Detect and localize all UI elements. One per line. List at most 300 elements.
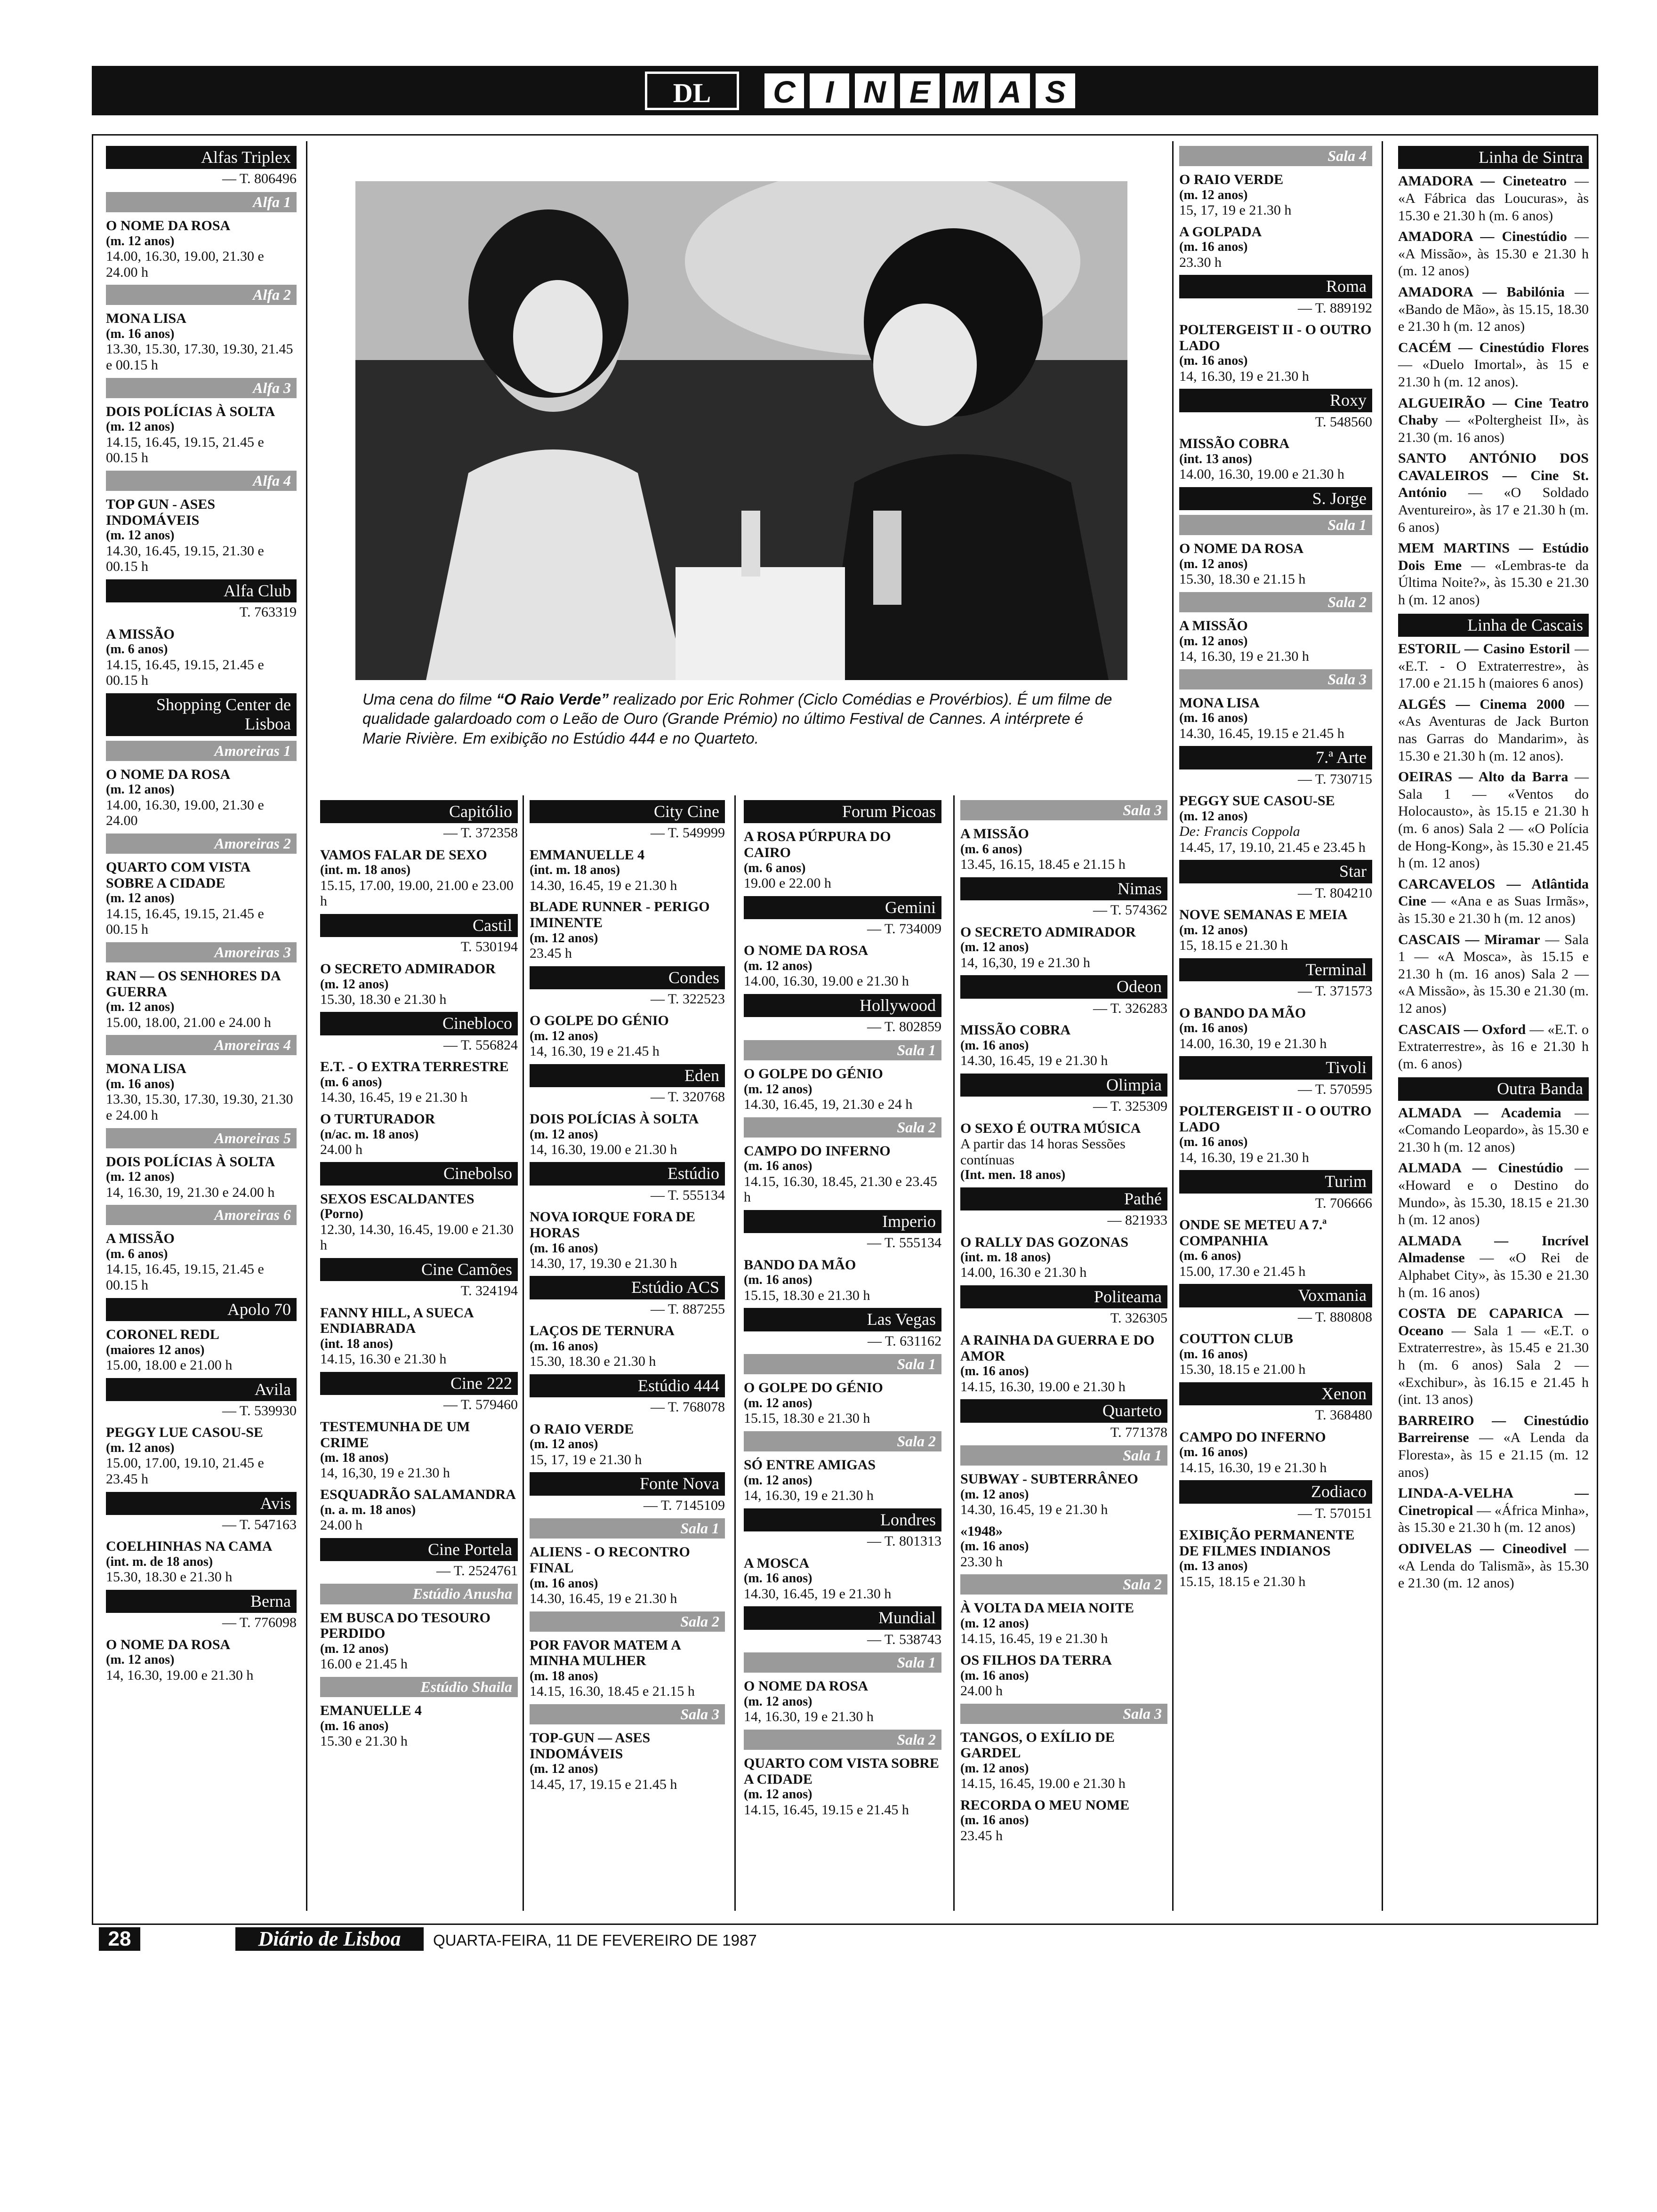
- section-title: [763, 72, 1079, 110]
- age-rating: (m. 16 anos): [960, 1038, 1029, 1053]
- phone-number: — T. 631162: [868, 1333, 941, 1349]
- film-title: VAMOS FALAR DE SEXO: [320, 847, 487, 863]
- film-title: O RAIO VERDE: [530, 1421, 634, 1437]
- screen-label: Sala 1: [1179, 515, 1372, 535]
- regional-listing: [1398, 1305, 1589, 1409]
- phone-number: T. 368480: [1315, 1407, 1372, 1423]
- showtimes: 15.30, 18.30 e 21.15 h: [1179, 571, 1306, 587]
- screen-label: Sala 3: [1179, 669, 1372, 689]
- film-title: COUTTON CLUB: [1179, 1331, 1293, 1347]
- showtimes: 12.30, 14.30, 16.45, 19.00 e 21.30 h: [320, 1221, 514, 1253]
- screen-label: Sala 2: [1179, 592, 1372, 612]
- age-rating: (m. 16 anos): [1179, 1346, 1248, 1362]
- showtimes: 15.00, 17.30 e 21.45 h: [1179, 1263, 1306, 1279]
- age-rating: (m. 16 anos): [530, 1576, 598, 1591]
- regional-listing-text: — «A Fábrica das Loucuras», às 15.30 e 21.30 h (m. 6 anos): [1398, 173, 1589, 224]
- screen-label: Sala 3: [960, 800, 1167, 820]
- film-title: POR FAVOR MATEM A MINHA MULHER: [530, 1637, 681, 1669]
- regional-listing: [1398, 1540, 1589, 1592]
- regional-listing: [1398, 1412, 1589, 1481]
- film-title: BANDO DA MÃO: [744, 1257, 856, 1273]
- age-rating: (m. 16 anos): [530, 1338, 598, 1354]
- screen-label: Sala 3: [960, 1704, 1167, 1724]
- age-rating: (m. 12 anos): [106, 1000, 175, 1015]
- film-title: A MOSCA: [744, 1555, 810, 1571]
- regional-listing-text: — «A Lenda do Talismã», às 15.30 e 21.30 (m. 12 anos): [1398, 1540, 1589, 1591]
- film-title: ONDE SE METEU A 7.ª COMPANHIA: [1179, 1217, 1327, 1249]
- section-letter: N: [853, 72, 896, 110]
- regional-listing-text: — «Comando Leopardo», às 15.30 e 21.30 h (m. 12 anos): [1398, 1105, 1589, 1155]
- age-rating: (m. 12 anos): [106, 782, 175, 797]
- regional-listing: [1398, 641, 1589, 692]
- screen-label: Sala 2: [744, 1431, 941, 1451]
- showtimes: 14.45, 17, 19.15 e 21.45 h: [530, 1776, 677, 1792]
- age-rating: (m. 12 anos): [744, 1787, 812, 1802]
- film-title: ALIENS - O RECONTRO FINAL: [530, 1544, 690, 1576]
- phone-number: — T. 768078: [650, 1399, 725, 1415]
- regional-listing-text: — «Duelo Imortal», às 15 e 21.30 h (m. 12 anos).: [1398, 357, 1589, 390]
- regional-cinema-name: ALGÉS — Cinema 2000: [1398, 696, 1565, 712]
- showtimes: 14.15, 16.45, 19.00 e 21.30 h: [960, 1776, 1126, 1792]
- showtimes: 15.15, 18.30 e 21.30 h: [744, 1411, 870, 1427]
- showtimes: 14.15, 16.30, 19.00 e 21.30 h: [960, 1378, 1126, 1395]
- age-rating: (m. 16 anos): [106, 327, 175, 341]
- screen-label: Sala 1: [960, 1445, 1167, 1466]
- film-title: MONA LISA: [1179, 695, 1260, 711]
- regional-listing: [1398, 1021, 1589, 1073]
- age-rating: (n/ac. m. 18 anos): [320, 1127, 419, 1142]
- age-rating: (m. 6 anos): [1179, 1249, 1241, 1264]
- listing-column-7: [1398, 141, 1589, 1592]
- cinema-name-header: Londres: [744, 1508, 941, 1531]
- showtimes: 14.15, 16.30, 19 e 21.30 h: [1179, 1459, 1327, 1475]
- showtimes: 14.30, 16.45, 19 e 21.30 h: [530, 1590, 677, 1606]
- film-title: MISSÃO COBRA: [1179, 436, 1290, 452]
- showtimes: 15.30, 18.30 e 21.30 h: [320, 991, 447, 1007]
- cinema-name-header: 7.ª Arte: [1179, 746, 1372, 769]
- showtimes: 15, 18.15 e 21.30 h: [1179, 938, 1288, 954]
- film-title: DOIS POLÍCIAS À SOLTA: [530, 1111, 699, 1127]
- showtimes: A partir das 14 horas Sessões contínuas: [960, 1136, 1126, 1168]
- phone-number: — T. 547163: [222, 1516, 297, 1532]
- regional-listing: [1398, 696, 1589, 765]
- film-title: O RAIO VERDE: [1179, 172, 1284, 188]
- age-rating: (m. 16 anos): [106, 1076, 175, 1091]
- cinema-name-header: City Cine: [530, 800, 725, 823]
- film-title: TOP GUN - ASES INDOMÁVEIS: [106, 497, 216, 528]
- film-title: FANNY HILL, A SUECA ENDIABRADA: [320, 1305, 474, 1337]
- age-rating: (m. 16 anos): [1179, 353, 1248, 369]
- screen-label: Amoreiras 2: [106, 834, 297, 854]
- cinema-name-header: Avis: [106, 1492, 297, 1515]
- showtimes: 14.15, 16.30, 18.45 e 21.15 h: [530, 1683, 695, 1699]
- film-title: EMANUELLE 4: [320, 1703, 422, 1718]
- film-title: A ROSA PÚRPURA DO CAIRO: [744, 829, 891, 860]
- showtimes: 14, 16.30, 19.00 e 21.30 h: [530, 1141, 677, 1157]
- page-number: 28: [99, 1927, 140, 1951]
- showtimes: 14.30, 16.45, 19 e 21.30 h: [320, 1090, 468, 1106]
- film-title: MONA LISA: [106, 1061, 186, 1077]
- cinema-name-header: Hollywood: [744, 994, 941, 1017]
- age-rating: (m. 12 anos): [1179, 809, 1248, 824]
- listing-column-4: [744, 795, 941, 1818]
- cinema-name-header: Imperio: [744, 1210, 941, 1233]
- showtimes: 14.15, 16.30 e 21.30 h: [320, 1351, 447, 1367]
- screen-label: Alfa 1: [106, 192, 297, 212]
- showtimes: 14.30, 16.45, 19 e 21.30 h: [960, 1053, 1108, 1069]
- film-title: CAMPO DO INFERNO: [744, 1143, 891, 1159]
- showtimes: 14.30, 16.45, 19, 21.30 e 24 h: [744, 1097, 913, 1112]
- film-title: A MISSÃO: [106, 1231, 175, 1247]
- film-title: O GOLPE DO GÉNIO: [744, 1066, 883, 1082]
- age-rating: (Porno): [320, 1207, 363, 1222]
- age-rating: (m. 16 anos): [960, 1813, 1029, 1828]
- cinema-name-header: Olimpia: [960, 1074, 1167, 1097]
- showtimes: 15.15, 17.00, 19.00, 21.00 e 23.00 h: [320, 877, 514, 909]
- age-rating: (int. 18 anos): [320, 1337, 393, 1352]
- phone-number: T. 326305: [1110, 1310, 1167, 1326]
- regional-listing: [1398, 339, 1589, 391]
- film-title: A GOLPADA: [1179, 224, 1262, 240]
- regional-cinema-name: MEM MARTINS — Estúdio Dois Eme: [1398, 540, 1589, 573]
- regional-listing: [1398, 540, 1589, 609]
- screen-label: Sala 1: [530, 1518, 725, 1539]
- regional-listing-text: — «A Lenda da Floresta», às 15 e 21.15 (m. 12 anos): [1398, 1430, 1589, 1480]
- showtimes: 14.00, 16.30 e 21.30 h: [960, 1265, 1087, 1281]
- showtimes: 23.30 h: [960, 1554, 1003, 1570]
- listing-column-5: [960, 795, 1167, 1843]
- film-title: O NOME DA ROSA: [106, 1636, 231, 1652]
- age-rating: (m. 16 anos): [1179, 1445, 1248, 1460]
- cinema-name-header: Berna: [106, 1590, 297, 1613]
- regional-cinema-name: LINDA-A-VELHA — Cinetropical: [1398, 1485, 1589, 1518]
- regional-listing-text: — «E.T. o Extraterrestre», às 16 e 21.30 h (m. 6 anos): [1398, 1021, 1589, 1072]
- regional-listing: [1398, 284, 1589, 336]
- showtimes: 23.45 h: [960, 1827, 1003, 1843]
- film-title: SUBWAY - SUBTERRÂNEO: [960, 1471, 1138, 1487]
- phone-number: T. 530194: [460, 939, 518, 955]
- regional-listing: [1398, 769, 1589, 872]
- film-title: O GOLPE DO GÉNIO: [744, 1380, 883, 1396]
- column-rule: [734, 795, 736, 1911]
- film-title: LAÇOS DE TERNURA: [530, 1323, 675, 1339]
- cinema-name-header: Voxmania: [1179, 1284, 1372, 1307]
- showtimes: 14.00, 16.30, 19.00 e 21.30 h: [744, 973, 909, 989]
- phone-number: — T. 806496: [222, 171, 297, 187]
- showtimes: 14.15, 16.30, 18.45, 21.30 e 23.45 h: [744, 1173, 937, 1205]
- showtimes: 15, 17, 19 e 21.30 h: [530, 1451, 642, 1467]
- film-title: QUARTO COM VISTA SOBRE A CIDADE: [744, 1755, 939, 1787]
- age-rating: (m. 12 anos): [744, 1473, 812, 1488]
- film-title: RECORDA O MEU NOME: [960, 1797, 1130, 1813]
- regional-cinema-name: CASCAIS — Miramar: [1398, 931, 1540, 947]
- photo-illustration: [355, 181, 1127, 680]
- section-letter: E: [898, 72, 941, 110]
- phone-number: T. 706666: [1315, 1195, 1372, 1211]
- age-rating: (m. 12 anos): [530, 1029, 598, 1044]
- age-rating: (int. m. 18 anos): [530, 863, 620, 878]
- phone-number: — T. 730715: [1297, 771, 1372, 787]
- listing-column-1: [106, 141, 297, 1683]
- regional-listing-text: — «Lembras-te da Última Noite?», às 15.30 e 21.30 h (m. 12 anos): [1398, 557, 1589, 608]
- film-title: O TURTURADOR: [320, 1111, 435, 1127]
- film-title: MONA LISA: [106, 311, 186, 327]
- film-title: RAN — OS SENHORES DA GUERRA: [106, 968, 281, 1000]
- age-rating: (m. 12 anos): [106, 528, 175, 543]
- showtimes: 14, 16.30, 19, 21.30 e 24.00 h: [106, 1184, 275, 1200]
- age-rating: (m. 16 anos): [744, 1571, 812, 1586]
- phone-number: — T. 801313: [867, 1533, 941, 1549]
- age-rating: (m. 16 anos): [744, 1273, 812, 1288]
- section-letter: C: [763, 72, 806, 110]
- section-letter: A: [989, 72, 1032, 110]
- cinema-name-header: Capitólio: [320, 800, 518, 823]
- age-rating: (m. 16 anos): [960, 1668, 1029, 1683]
- age-rating: (m. 18 anos): [320, 1451, 389, 1466]
- age-rating: (int. m. 18 anos): [320, 863, 411, 878]
- cinema-name-header: Condes: [530, 966, 725, 989]
- age-rating: (m. 12 anos): [960, 1761, 1029, 1776]
- film-title: POLTERGEIST II - O OUTRO LADO: [1179, 322, 1372, 353]
- showtimes: 14, 16.30, 19.00 e 21.30 h: [106, 1667, 254, 1683]
- age-rating: (m. 12 anos): [530, 930, 598, 946]
- film-title: O NOME DA ROSA: [744, 943, 869, 959]
- film-title: A MISSÃO: [960, 826, 1029, 842]
- showtimes: 13.30, 15.30, 17.30, 19.30, 21.30 e 24.00 h: [106, 1091, 293, 1123]
- film-title: EMMANUELLE 4: [530, 847, 645, 863]
- film-title: O GOLPE DO GÉNIO: [530, 1013, 669, 1029]
- section-letter: I: [808, 72, 851, 110]
- showtimes: 14, 16.30, 19 e 21.30 h: [1179, 1149, 1309, 1165]
- cinema-name-header: Linha de Cascais: [1398, 614, 1589, 637]
- film-title: MISSÃO COBRA: [960, 1022, 1071, 1038]
- age-rating: (m. 16 anos): [1179, 240, 1248, 255]
- age-rating: (m. 12 anos): [530, 1762, 598, 1777]
- showtimes: 15.30, 18.30 e 21.30 h: [530, 1354, 656, 1370]
- age-rating: (m. 6 anos): [960, 842, 1022, 857]
- age-rating: (m. 16 anos): [320, 1718, 389, 1733]
- film-title: O BANDO DA MÃO: [1179, 1005, 1306, 1021]
- phone-number: — T. 539930: [222, 1403, 297, 1419]
- phone-number: — T. 322523: [650, 991, 725, 1007]
- showtimes: 15.30, 18.30 e 21.30 h: [106, 1569, 233, 1585]
- regional-listing-text: — «E.T. - O Extraterrestre», às 17.00 e 21.15 h (maiores 6 anos): [1398, 641, 1589, 691]
- age-rating: (m. 12 anos): [106, 419, 175, 434]
- cinema-name-header: Forum Picoas: [744, 800, 941, 823]
- regional-listing-text: — Sala 1 — «E.T. o Extraterrestre», às 15.45 e 21.30 h (m. 6 anos) Sala 2 — «Exchibur», às 16.15 e 21.45 h (int. 13 anos): [1398, 1322, 1589, 1408]
- regional-listing-text: — Sala 1 — «Ventos do Holocausto», às 15.15 e 21.30 h (m. 6 anos) Sala 2 — «O Polícia de Hong-Kong», às 15.30 e 21.45 h (m. 12 anos): [1398, 769, 1589, 871]
- film-title: O SEXO É OUTRA MÚSICA: [960, 1120, 1141, 1136]
- film-title: TANGOS, O EXÍLIO DE GARDEL: [960, 1729, 1115, 1761]
- cinema-name-header: Nimas: [960, 877, 1167, 900]
- cinema-name-header: Castil: [320, 914, 518, 937]
- age-rating: (m. 12 anos): [320, 977, 389, 992]
- phone-number: — T. 7145109: [643, 1497, 725, 1513]
- showtimes: 15.00, 17.00, 19.10, 21.45 e 23.45 h: [106, 1455, 264, 1487]
- film-title: NOVE SEMANAS E MEIA: [1179, 907, 1348, 923]
- film-title: O RALLY DAS GOZONAS: [960, 1234, 1129, 1250]
- phone-number: — T. 371573: [1297, 983, 1372, 999]
- cinema-name-header: Pathé: [960, 1187, 1167, 1210]
- regional-listing: [1398, 931, 1589, 1018]
- showtimes: 14, 16,30, 19 e 21.30 h: [960, 954, 1090, 970]
- age-rating: (m. 12 anos): [1179, 187, 1248, 202]
- age-rating: (m. 12 anos): [744, 1694, 812, 1709]
- cinema-name-header: Cinebloco: [320, 1012, 518, 1035]
- film-title: POLTERGEIST II - O OUTRO LADO: [1179, 1103, 1372, 1135]
- screen-label: Amoreiras 6: [106, 1205, 297, 1225]
- phone-number: — T. 579460: [443, 1397, 518, 1413]
- screen-label: Sala 1: [744, 1652, 941, 1673]
- film-title: SEXOS ESCALDANTES: [320, 1191, 475, 1207]
- cinema-name-header: Roma: [1179, 275, 1372, 298]
- showtimes: 14.15, 16.45, 19.15, 21.45 e 00.15 h: [106, 434, 264, 466]
- regional-listing: [1398, 173, 1589, 224]
- screen-label: Sala 2: [744, 1730, 941, 1750]
- cinema-name-header: Zodiaco: [1179, 1480, 1372, 1503]
- phone-number: — T. 549999: [650, 825, 725, 841]
- age-rating: (m. 12 anos): [744, 959, 812, 974]
- cinema-name-header: Estúdio: [530, 1162, 725, 1185]
- section-logo: DL: [645, 72, 739, 110]
- film-title: ESQUADRÃO SALAMANDRA: [320, 1487, 516, 1503]
- phone-number: — T. 320768: [650, 1089, 725, 1105]
- regional-cinema-name: ALMADA — Incrível Almadense: [1398, 1233, 1589, 1266]
- regional-listing-text: — «África Minha», às 15.30 e 21.30 h (m. 12 anos): [1398, 1502, 1589, 1536]
- showtimes: 24.00 h: [960, 1683, 1003, 1699]
- age-rating: (m. 12 anos): [1179, 922, 1248, 938]
- cinema-name-header: Avila: [106, 1378, 297, 1401]
- showtimes: 14.00, 16.30, 19.00, 21.30 e 24.00 h: [106, 248, 264, 280]
- showtimes: 14.30, 16.45, 19 e 21.30 h: [744, 1586, 892, 1602]
- caption-text: realizado por Eric Rohmer (Ciclo Comédias e Provérbios). É um filme de qualidade galardoado com o Leão de Ouro (Grande Prémio) no último Festival de Cannes. A intérprete é Marie Rivière. Em exibição no Estúdio 444 e no Quarteto.: [362, 690, 1112, 747]
- age-rating: (m. 12 anos): [530, 1127, 598, 1142]
- showtimes: 14.00, 16.30, 19.00 e 21.30 h: [1179, 466, 1344, 482]
- phone-number: — T. 776098: [222, 1615, 297, 1631]
- age-rating: (m. 12 anos): [106, 891, 175, 906]
- film-title: O SECRETO ADMIRADOR: [960, 924, 1136, 940]
- age-rating: (m. 6 anos): [320, 1074, 382, 1090]
- showtimes: 16.00 e 21.45 h: [320, 1656, 408, 1672]
- regional-cinema-name: AMADORA — Babilónia: [1398, 284, 1565, 300]
- phone-number: — T. 325309: [1093, 1098, 1167, 1114]
- phone-number: T. 324194: [460, 1283, 518, 1299]
- age-rating: (m. 12 anos): [530, 1437, 598, 1452]
- regional-listing-text: — «Howard e o Destino do Mundo», às 15.30, 18.15 e 21.30 h (m. 12 anos): [1398, 1160, 1589, 1228]
- screen-label: Estúdio Anusha: [320, 1584, 518, 1604]
- cinema-name-header: Estúdio 444: [530, 1374, 725, 1397]
- regional-cinema-name: SANTO ANTÓNIO DOS CAVALEIROS — Cine St. António: [1398, 450, 1589, 501]
- cinema-name-header: Estúdio ACS: [530, 1276, 725, 1299]
- film-title: O NOME DA ROSA: [106, 218, 231, 234]
- cinema-name-header: Shopping Center de Lisboa: [106, 693, 297, 736]
- film-title: O NOME DA ROSA: [1179, 541, 1304, 557]
- showtimes: 14, 16.30, 19 e 21.30 h: [744, 1488, 874, 1504]
- age-rating: (m. 12 anos): [106, 233, 175, 248]
- age-rating: (m. 12 anos): [960, 1616, 1029, 1631]
- cinema-name-header: Las Vegas: [744, 1308, 941, 1331]
- phone-number: — 821933: [1107, 1212, 1167, 1228]
- regional-listing-text: — «Bando de Mão», às 15.15, 18.30 e 21.30 h (m. 12 anos): [1398, 284, 1589, 335]
- screen-label: Sala 1: [744, 1354, 941, 1374]
- phone-number: — T. 887255: [650, 1301, 725, 1317]
- cinema-name-header: Alfa Club: [106, 579, 297, 602]
- regional-listing-text: — «A Missão», às 15.30 e 21.30 h (m. 12 anos): [1398, 229, 1589, 279]
- age-rating: (m. 12 anos): [106, 1441, 175, 1455]
- screen-label: Amoreiras 4: [106, 1035, 297, 1055]
- age-rating: (m. 12 anos): [1179, 633, 1248, 649]
- publication-date: QUARTA-FEIRA, 11 DE FEVEREIRO DE 1987: [433, 1931, 757, 1949]
- showtimes: 15.00, 18.00, 21.00 e 24.00 h: [106, 1014, 271, 1030]
- showtimes: 14.30, 16.45, 19 e 21.30 h: [530, 877, 677, 893]
- showtimes: 14, 16,30, 19 e 21.30 h: [320, 1465, 450, 1481]
- phone-number: T. 548560: [1315, 414, 1372, 430]
- cinema-name-header: Gemini: [744, 896, 941, 919]
- column-rule: [1172, 141, 1174, 1911]
- cinema-name-header: Apolo 70: [106, 1298, 297, 1321]
- showtimes: 14.30, 17, 19.30 e 21.30 h: [530, 1255, 677, 1271]
- showtimes: 15.30 e 21.30 h: [320, 1733, 408, 1749]
- screen-label: Amoreiras 5: [106, 1128, 297, 1148]
- listing-column-6: [1179, 141, 1372, 1589]
- age-rating: (int. 13 anos): [1179, 451, 1252, 466]
- showtimes: 14, 16.30, 19 e 21.30 h: [1179, 368, 1309, 384]
- age-rating: (m. 12 anos): [744, 1082, 812, 1097]
- cinema-name-header: Eden: [530, 1064, 725, 1087]
- caption-text: Uma cena do filme: [362, 690, 497, 708]
- showtimes: 14, 16.30, 19 e 21.30 h: [744, 1709, 874, 1725]
- film-title: «1948»: [960, 1523, 1003, 1539]
- regional-cinema-name: ALMADA — Academia: [1398, 1105, 1561, 1121]
- regional-listing-text: — «Ana e as Suas Irmãs», às 15.30 e 21.30 h (m. 12 anos): [1398, 893, 1589, 926]
- regional-cinema-name: OEIRAS — Alto da Barra: [1398, 769, 1569, 785]
- film-title: PEGGY SUE CASOU-SE: [1179, 793, 1335, 809]
- age-rating: (m. 16 anos): [1179, 1021, 1248, 1036]
- film-title: O NOME DA ROSA: [106, 766, 231, 782]
- cinema-name-header: Roxy: [1179, 389, 1372, 412]
- newspaper-name: Diário de Lisboa: [235, 1927, 424, 1951]
- showtimes: 14, 16.30, 19 e 21.45 h: [530, 1043, 660, 1059]
- showtimes: 14.15, 16.45, 19 e 21.30 h: [960, 1631, 1108, 1647]
- phone-number: — T. 570151: [1297, 1505, 1372, 1521]
- showtimes: 15.00, 18.00 e 21.00 h: [106, 1357, 233, 1373]
- age-rating: (m. 12 anos): [960, 940, 1029, 955]
- screen-label: Alfa 4: [106, 471, 297, 491]
- phone-number: — T. 538743: [867, 1631, 941, 1647]
- cinema-name-header: S. Jorge: [1179, 487, 1372, 510]
- listing-column-2: [320, 795, 518, 1749]
- phone-number: — T. 880808: [1297, 1309, 1372, 1325]
- showtimes: 14.30, 16.45, 19.15 e 21.45 h: [1179, 725, 1344, 741]
- screen-label: Amoreiras 1: [106, 741, 297, 761]
- regional-cinema-name: CACÉM — Cinestúdio Flores: [1398, 339, 1589, 355]
- showtimes: 24.00 h: [320, 1141, 362, 1157]
- cinema-name-header: Mundial: [744, 1606, 941, 1629]
- regional-listing: [1398, 395, 1589, 447]
- phone-number: — T. 2524761: [436, 1563, 518, 1579]
- age-rating: (m. 12 anos): [106, 1652, 175, 1667]
- age-rating: (m. 16 anos): [1179, 711, 1248, 726]
- film-title: A RAINHA DA GUERRA E DO AMOR: [960, 1332, 1155, 1364]
- phone-number: — T. 734009: [867, 921, 941, 937]
- film-title: A MISSÃO: [106, 626, 175, 642]
- film-title: BLADE RUNNER - PERIGO IMINENTE: [530, 899, 710, 931]
- cinema-name-header: Xenon: [1179, 1382, 1372, 1405]
- age-rating: (m. 16 anos): [530, 1241, 598, 1256]
- cinema-name-header: Linha de Sintra: [1398, 146, 1589, 169]
- screen-label: Alfa 3: [106, 378, 297, 398]
- showtimes: 15, 17, 19 e 21.30 h: [1179, 202, 1292, 218]
